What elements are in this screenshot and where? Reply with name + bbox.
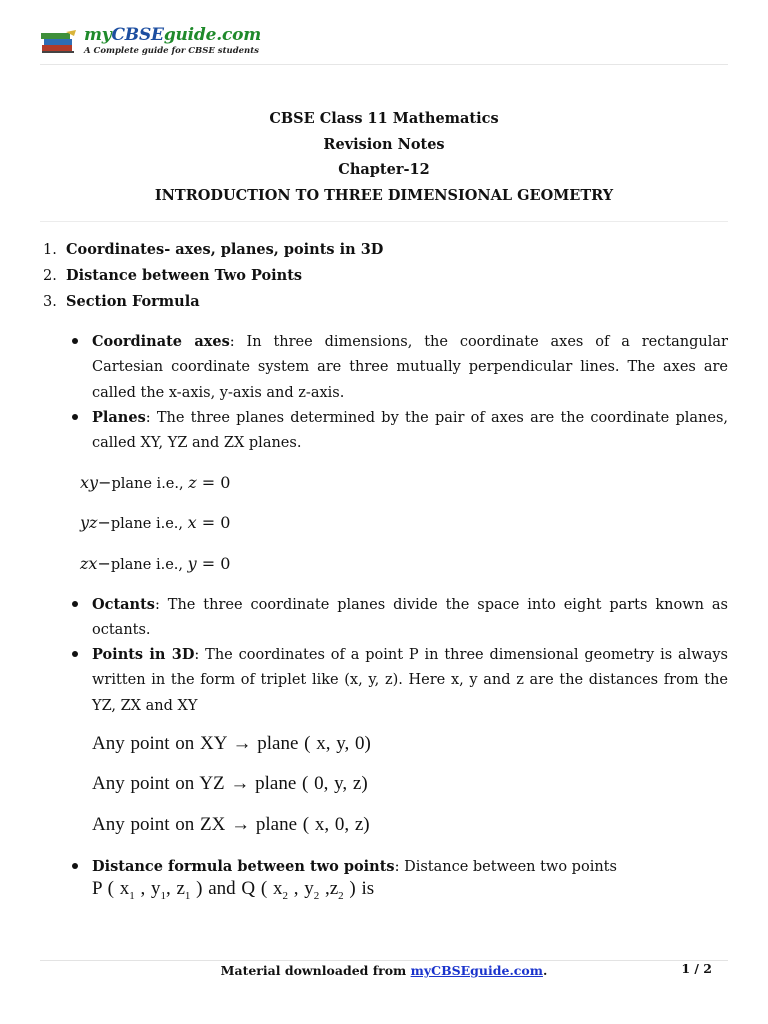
- bullet-planes: Planes: The three planes determined by the pair of axes are the coordinate planes, called XY, YZ and ZX planes.: [92, 405, 728, 457]
- plane-equation-yz: yz−plane i.e., x = 0: [80, 513, 231, 532]
- point-rule-xy: Any point on XY → plane ( x, y, 0): [92, 733, 371, 754]
- bullet-dot: [72, 863, 78, 869]
- topic-item: 1. Coordinates- axes, planes, points in 3D: [43, 241, 384, 258]
- site-link[interactable]: myCBSEguide.com: [410, 963, 543, 978]
- distance-points-expression: P ( $x_1$ , $y_1$, $z_1$ ) and Q ( $x_2$ , $y_2$ $,z_2$ ) is: [92, 878, 375, 902]
- site-tagline: A Complete guide for CBSE students: [84, 46, 259, 56]
- footer-divider: [40, 960, 728, 961]
- bullet-dot: [72, 414, 78, 420]
- plane-equation-zx: zx−plane i.e., y = 0: [80, 554, 231, 573]
- bullet-dot: [72, 338, 78, 344]
- bullet-octants: Octants: The three coordinate planes divide the space into eight parts known as octants.: [92, 592, 728, 644]
- bullet-coordinate-axes: Coordinate axes: In three dimensions, the coordinate axes of a rectangular Cartesian coordinate system are three mutually perpendicular lines. The axes are called the x-axis, y-axis and z-axis.: [92, 329, 728, 406]
- document-title: CBSE Class 11 Mathematics: [269, 110, 499, 127]
- books-logo-icon: [40, 30, 78, 54]
- site-logo-text: myCBSEguide.com: [84, 25, 262, 45]
- title-divider: [40, 221, 728, 222]
- page-number: 1 / 2: [681, 961, 712, 976]
- point-rule-yz: Any point on YZ → plane ( 0, y, z): [92, 773, 368, 794]
- page-footer: Material downloaded from myCBSEguide.com.: [220, 963, 548, 978]
- bullet-dot: [72, 601, 78, 607]
- topic-list: [40, 237, 728, 315]
- bullet-dot: [72, 651, 78, 657]
- document-title-block: [40, 106, 728, 209]
- chapter-number: Chapter-12: [338, 161, 430, 179]
- bullet-points-in-3d: Points in 3D: The coordinates of a point P in three dimensional geometry is always written in the form of triplet like (x, y, z). Here x, y and z are the distances from the YZ, ZX and XY: [92, 642, 728, 719]
- bullet-distance-formula: Distance formula between two points: Distance between two points: [92, 854, 728, 880]
- topic-item: 2. Distance between Two Points: [43, 267, 303, 284]
- document-subtitle: Revision Notes: [323, 135, 445, 153]
- plane-equation-xy: xy−plane i.e., z = 0: [80, 473, 231, 492]
- page-header: [40, 24, 728, 65]
- chapter-title: INTRODUCTION TO THREE DIMENSIONAL GEOMETRY: [154, 187, 614, 205]
- topic-item: 3. Section Formula: [43, 293, 200, 310]
- point-rule-zx: Any point on ZX → plane ( x, 0, z): [92, 814, 370, 835]
